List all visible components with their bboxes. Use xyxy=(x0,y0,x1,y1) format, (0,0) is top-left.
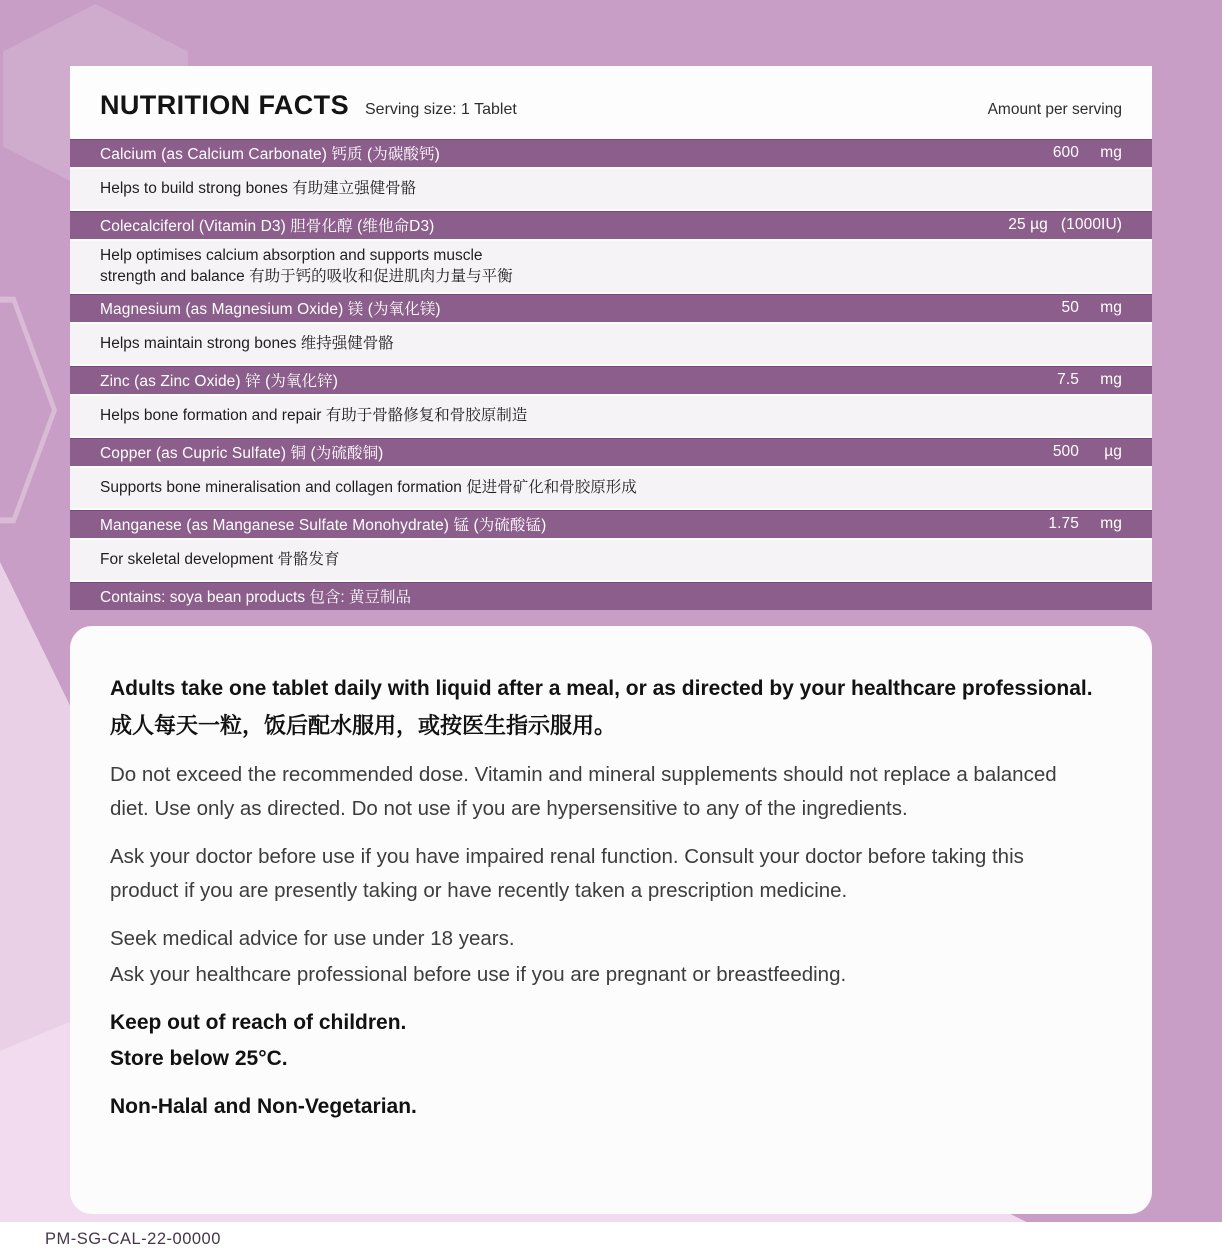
nutrient-unit: (1000IU) xyxy=(1060,216,1122,233)
directions-card xyxy=(70,626,1152,1214)
benefit-text: Help optimises calcium absorption and supports muscle strength and balance 有助于钙的吸收和促进肌肉力量与平衡 xyxy=(100,247,513,285)
warning-doctor: Ask your doctor before use if you have impaired renal function. Consult your doctor before taking this product if you are presently taking or have recently taken a prescription medicine. xyxy=(110,845,1024,902)
nutrient-row-vitamin-d3 xyxy=(70,211,1152,239)
nutrient-amount: 25 µg xyxy=(1008,216,1048,233)
benefit-row xyxy=(70,540,1152,580)
nutrient-name: Zinc (as Zinc Oxide) 锌 (为氧化锌) xyxy=(100,373,339,390)
nutrient-unit: mg xyxy=(1100,299,1122,316)
nutrient-amount: 50 xyxy=(1061,299,1079,316)
panel-title: NUTRITION FACTS xyxy=(100,90,349,120)
allergen-row xyxy=(70,582,1152,610)
storage-instruction: Store below 25°C. xyxy=(110,1047,288,1070)
nutrient-amount: 500 xyxy=(1052,443,1079,460)
nutrient-name: Colecalciferol (Vitamin D3) 胆骨化醇 (维他命D3) xyxy=(100,218,435,235)
nutrient-amount: 7.5 xyxy=(1057,371,1079,388)
benefit-row xyxy=(70,169,1152,209)
warning-pregnancy: Ask your healthcare professional before use if you are pregnant or breastfeeding. xyxy=(110,963,847,986)
serving-size: Serving size: 1 Tablet xyxy=(365,101,517,118)
warning-under-18: Seek medical advice for use under 18 years. xyxy=(110,927,515,950)
amount-per-serving-header: Amount per serving xyxy=(987,101,1122,118)
benefit-text: Helps maintain strong bones 维持强健骨骼 xyxy=(100,335,394,352)
nutrition-facts-panel xyxy=(70,66,1152,610)
nutrient-name: Manganese (as Manganese Sulfate Monohydrate) 锰 (为硫酸锰) xyxy=(100,517,547,534)
nutrient-unit: mg xyxy=(1100,515,1122,532)
dosage-instruction-en: Adults take one tablet daily with liquid after a meal, or as directed by your healthcare professional. xyxy=(110,677,1093,700)
nutrient-unit: mg xyxy=(1100,144,1122,161)
benefit-row xyxy=(70,396,1152,436)
nutrient-unit: mg xyxy=(1100,371,1122,388)
nutrient-unit: µg xyxy=(1104,443,1122,460)
nutrient-name: Calcium (as Calcium Carbonate) 钙质 (为碳酸钙) xyxy=(100,146,440,163)
nutrient-amount: 600 xyxy=(1052,144,1079,161)
warning-dose: Do not exceed the recommended dose. Vitamin and mineral supplements should not replace a balanced diet. Use only as directed. Do not use if you are hypersensitive to any of the ingredients. xyxy=(110,763,1057,820)
nutrient-row-calcium xyxy=(70,139,1152,167)
benefit-text: For skeletal development 骨骼发育 xyxy=(100,551,340,568)
dosage-instruction-zh: 成人每天一粒，饭后配水服用，或按医生指示服用。 xyxy=(110,713,617,738)
nutrient-row-copper xyxy=(70,438,1152,466)
warning-children: Keep out of reach of children. xyxy=(110,1011,407,1034)
nutrient-row-magnesium xyxy=(70,294,1152,322)
nutrient-row-zinc xyxy=(70,366,1152,394)
benefit-row xyxy=(70,324,1152,364)
panel-header xyxy=(70,66,1152,137)
benefit-row xyxy=(70,468,1152,508)
nutrient-name: Copper (as Cupric Sulfate) 铜 (为硫酸铜) xyxy=(100,445,384,462)
allergen-text: Contains: soya bean products 包含: 黄豆制品 xyxy=(100,589,411,606)
product-code: PM-SG-CAL-22-00000 xyxy=(45,1230,221,1248)
nutrient-row-manganese xyxy=(70,510,1152,538)
dietary-note: Non-Halal and Non-Vegetarian. xyxy=(110,1095,417,1118)
nutrient-name: Magnesium (as Magnesium Oxide) 镁 (为氧化镁) xyxy=(100,301,441,318)
benefit-row xyxy=(70,241,1152,292)
nutrient-amount: 1.75 xyxy=(1048,515,1079,532)
benefit-text: Helps to build strong bones 有助建立强健骨骼 xyxy=(100,180,417,197)
benefit-text: Helps bone formation and repair 有助于骨骼修复和骨胶原制造 xyxy=(100,407,528,424)
benefit-text: Supports bone mineralisation and collagen formation 促进骨矿化和骨胶原形成 xyxy=(100,479,637,496)
